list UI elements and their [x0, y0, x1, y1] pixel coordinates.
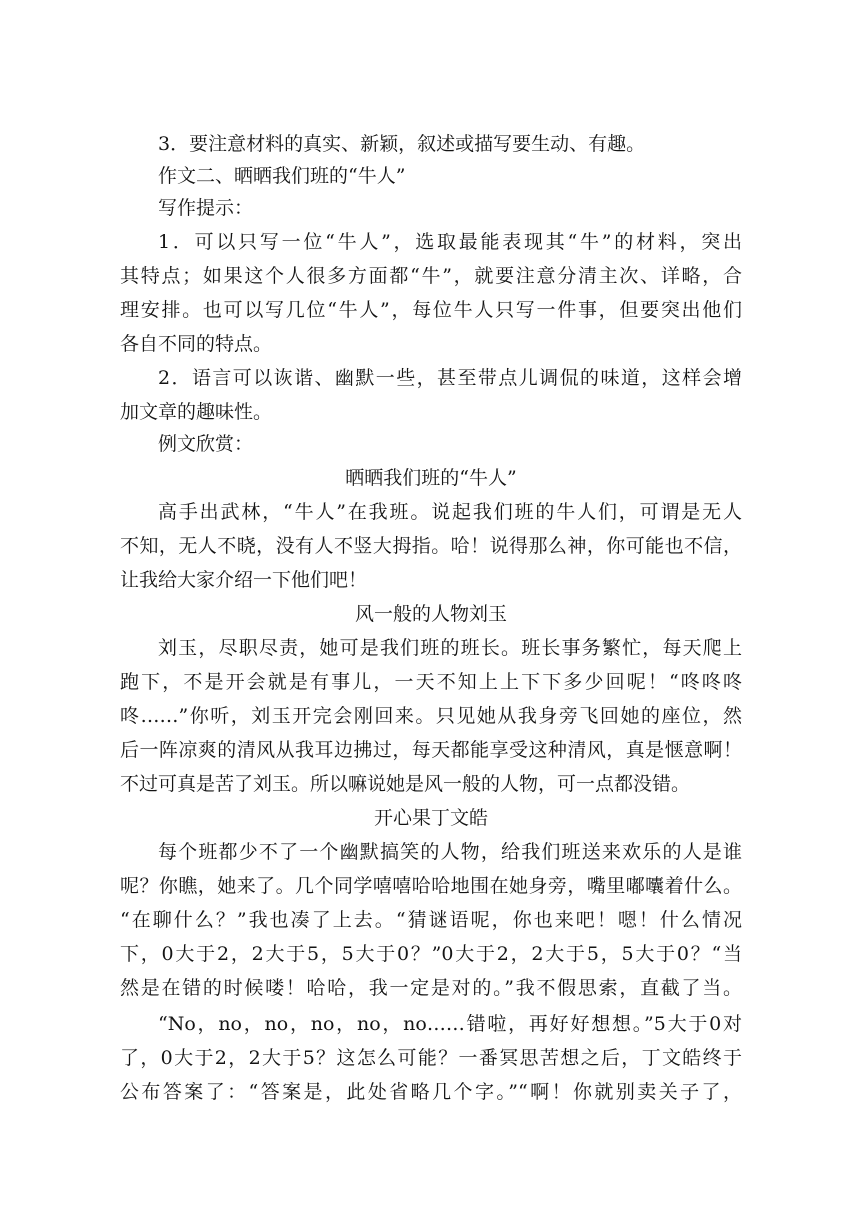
text-line: 了，0大于2，2大于5？这怎么可能？一番冥思苦想之后，丁文皓终于 [120, 1047, 742, 1069]
text-line: 写作提示： [158, 197, 254, 219]
text-line: 公布答案了：“答案是，此处省略几个字。”“啊！你就别卖关子了， [120, 1081, 742, 1103]
text-line: 每个班都少不了一个幽默搞笑的人物，给我们班送来欢乐的人是谁 [158, 841, 742, 863]
text-line: 刘玉，尽职尽责，她可是我们班的班长。班长事务繁忙，每天爬上 [158, 637, 742, 659]
text-line: 呢？你瞧，她来了。几个同学嘻嘻哈哈地围在她身旁，嘴里嘟囔着什么。 [120, 875, 742, 897]
text-line: 2．语言可以诙谐、幽默一些，甚至带点儿调侃的味道，这样会增 [158, 367, 742, 389]
text-line: 高手出武林，“牛人”在我班。说起我们班的牛人们，可谓是无人 [158, 501, 742, 523]
text-line: 3．要注意材料的真实、新颖，叙述或描写要生动、有趣。 [158, 133, 646, 155]
subheading: 开心果丁文皓 [373, 807, 488, 829]
text-line: 下，0大于2，2大于5，5大于0？”0大于2，2大于5，5大于0？“当 [120, 943, 742, 965]
text-line: 跑下，不是开会就是有事儿，一天不知上上下下多少回呢！“咚咚咚 [120, 671, 742, 693]
text-line: 然是在错的时候喽！哈哈，我一定是对的。”我不假思索，直截了当。 [120, 977, 742, 999]
text-line: 后一阵凉爽的清风从我耳边拂过，每天都能享受这种清风，真是惬意啊！ [120, 739, 742, 761]
text-line: 理安排。也可以写几位“牛人”，每位牛人只写一件事，但要突出他们 [120, 299, 742, 321]
text-line: 其特点；如果这个人很多方面都“牛”，就要注意分清主次、详略，合 [120, 265, 742, 287]
text-line: 不过可真是苦了刘玉。所以嘛说她是风一般的人物，可一点都没错。 [120, 773, 691, 795]
text-line: 例文欣赏： [158, 433, 254, 455]
text-line: 各自不同的特点。 [120, 333, 273, 355]
text-line: 不知，无人不晓，没有人不竖大拇指。哈！说得那么神，你可能也不信， [120, 535, 742, 557]
text-line: 咚……”你听，刘玉开完会刚回来。只见她从我身旁飞回她的座位，然 [120, 705, 742, 727]
text-line: “No，no，no，no，no，no……错啦，再好好想想。”5大于0对 [158, 1013, 742, 1035]
essay-title: 晒晒我们班的“牛人” [345, 467, 517, 489]
text-line: 1．可以只写一位“牛人”，选取最能表现其“牛”的材料，突出 [158, 231, 742, 253]
text-line: 加文章的趣味性。 [120, 401, 273, 423]
section-heading: 作文二、晒晒我们班的“牛人” [158, 165, 406, 187]
text-line: “在聊什么？”我也凑了上去。“猜谜语呢，你也来吧！嗯！什么情况 [120, 909, 742, 931]
text-line: 让我给大家介绍一下他们吧！ [120, 569, 368, 591]
subheading: 风一般的人物刘玉 [354, 603, 507, 625]
